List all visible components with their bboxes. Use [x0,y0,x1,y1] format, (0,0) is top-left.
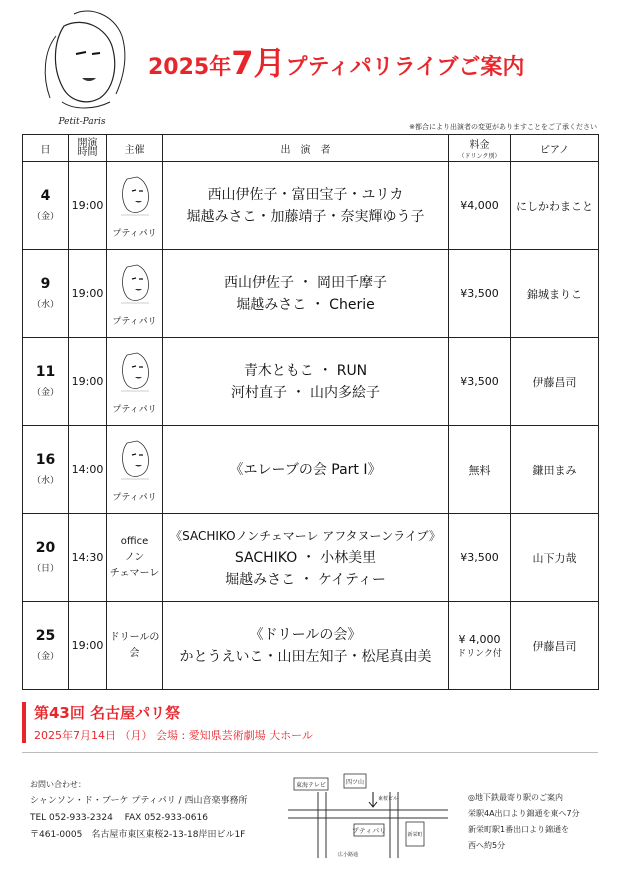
contact-label: お問い合わせ： [30,780,86,789]
logo-text: Petit-Paris [58,117,106,127]
host-cell: プティパリ [107,162,163,250]
table-row [23,426,599,514]
fee-cell: ¥3,500 [449,250,511,338]
table-row [23,338,599,426]
performers-cell: 《エレーブの会 Part Ⅰ》 [163,426,449,514]
header-time: 開演 時間 [69,135,107,162]
petit-paris-logo [34,6,130,132]
day-cell: 20 （日） [23,514,69,602]
schedule-table [22,134,599,690]
time-cell: 19:00 [69,338,107,426]
header-performers: 出 演 者 [163,135,449,162]
performers-cell: 青木ともこ ・ RUN 河村直子 ・ 山内多絵子 [163,338,449,426]
host-cell: ドリールの 会 [107,602,163,690]
piano-cell: 山下力哉 [511,514,599,602]
performers-cell: 《SACHIKOノンチェマーレ アフタヌーンライブ》 SACHIKO ・ 小林美里 堀越みさこ ・ ケイティー [163,514,449,602]
change-notice: ※都合により出演者の変更がありますことをご了承ください [409,123,597,131]
table-row [23,514,599,602]
contact-org: シャンソン・ド・ブーケ プティパリ / 西山音楽事務所 [30,796,248,806]
map-fourth: 四ツ山 [345,779,365,786]
table-row [23,162,599,250]
access-info [468,790,580,854]
fee-cell: ¥3,500 [449,338,511,426]
piano-cell: 錦城まりこ [511,250,599,338]
day-cell: 25 （金） [23,602,69,690]
host-logo-icon [115,259,155,309]
host-logo-icon [115,347,155,397]
fee-cell: ¥ 4,000 ドリンク付 [449,602,511,690]
header-fee: 料金 （ドリンク別） [449,135,511,162]
host-cell: プティパリ [107,426,163,514]
access-line: 西へ約5分 [468,841,506,850]
header-day: 日 [23,135,69,162]
access-line: 新栄町駅1番出口より錦通を [468,825,570,834]
contact-tel: TEL 052-933-2324 FAX 052-933-0616 [30,813,208,823]
time-cell: 14:00 [69,426,107,514]
page-title: 2025年7月プティパリライブご案内 [148,44,525,82]
access-line: 栄駅4A出口より錦通を東へ7分 [468,809,580,818]
piano-cell: 伊藤昌司 [511,338,599,426]
header-piano: ピアノ [511,135,599,162]
table-header-row [23,135,599,162]
event-name: 第43回 名古屋パリ祭 [34,704,181,722]
time-cell: 19:00 [69,602,107,690]
piano-cell: にしかわまこと [511,162,599,250]
footer-divider [22,752,598,753]
time-cell: 14:30 [69,514,107,602]
performers-cell: 西山伊佐子・富田宝子・ユリカ 堀越みさこ・加藤靖子・奈実輝ゆう子 [163,162,449,250]
time-cell: 19:00 [69,250,107,338]
host-cell: office ノン チェマーレ [107,514,163,602]
event-detail: 2025年7月14日 （月） 会場 : 愛知県芸術劇場 大ホール [34,729,313,742]
map-school: 広小路通 [338,852,359,858]
table-row [23,250,599,338]
performers-cell: 西山伊佐子 ・ 岡田千摩子 堀越みさこ ・ Cherie [163,250,449,338]
contact-address: 〒461-0005 名古屋市東区東桜2-13-18岸田ビル1F [30,830,246,840]
host-cell: プティパリ [107,250,163,338]
fee-cell: ¥4,000 [449,162,511,250]
table-row [23,602,599,690]
event-announcement [22,702,313,743]
day-cell: 11 （金） [23,338,69,426]
map-bldg: 東桜ビル [378,796,399,802]
host-cell: プティパリ [107,338,163,426]
map-station: 新栄町 [407,832,423,838]
header-host: 主催 [107,135,163,162]
fee-cell: 無料 [449,426,511,514]
access-map [278,770,458,864]
fee-cell: ¥3,500 [449,514,511,602]
map-tv: 東海テレビ [296,782,326,789]
day-cell: 4 （金） [23,162,69,250]
time-cell: 19:00 [69,162,107,250]
host-logo-icon [115,435,155,485]
day-cell: 16 （水） [23,426,69,514]
performers-cell: 《ドリールの会》 かとうえいこ・山田左知子・松尾真由美 [163,602,449,690]
map-shop: プティパリ [351,827,387,835]
piano-cell: 鎌田まみ [511,426,599,514]
access-title: ◎地下鉄最寄り駅のご案内 [468,793,563,802]
host-logo-icon [115,171,155,221]
piano-cell: 伊藤昌司 [511,602,599,690]
day-cell: 9 （水） [23,250,69,338]
contact-block [30,776,247,844]
